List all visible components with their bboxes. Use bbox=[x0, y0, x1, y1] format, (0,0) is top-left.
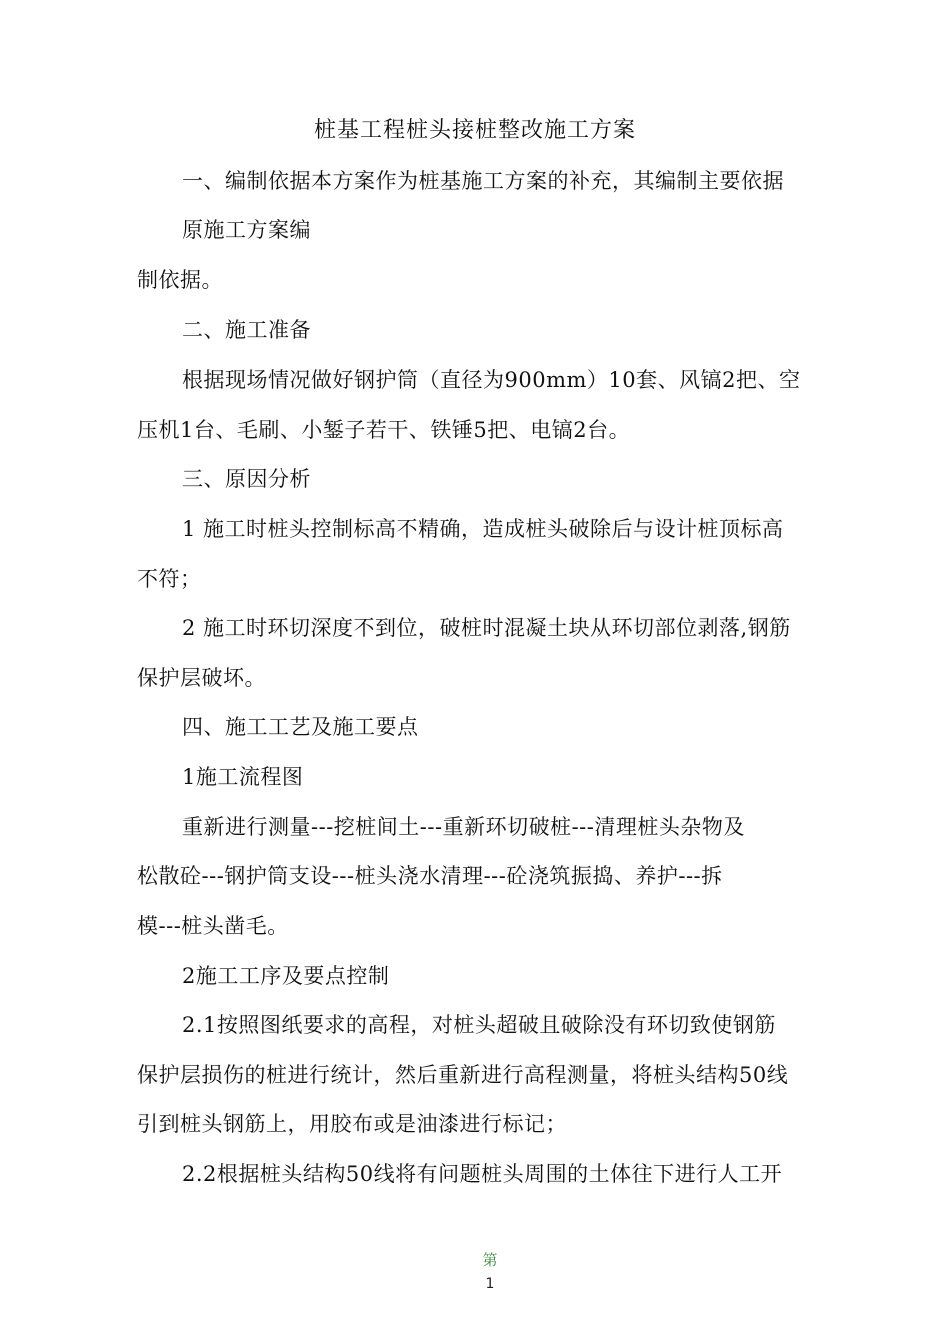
paragraph-line: 模---桩头凿毛。 bbox=[137, 914, 289, 938]
paragraph-line: 压机1台、毛刷、小錾子若干、铁锤5把、电镐2台。 bbox=[137, 418, 631, 442]
subsection-heading: 2施工工序及要点控制 bbox=[182, 964, 390, 988]
paragraph-line: 重新进行测量---挖桩间土---重新环切破桩---清理桩头杂物及 bbox=[182, 815, 745, 839]
section-1-heading: 一、编制依据本方案作为桩基施工方案的补充，其编制主要依据 bbox=[182, 169, 784, 193]
paragraph-line: 2.2根据桩头结构50线将有问题桩头周围的土体往下进行人工开 bbox=[182, 1162, 783, 1186]
paragraph-line: 保护层损伤的桩进行统计，然后重新进行高程测量，将桩头结构50线 bbox=[137, 1063, 789, 1087]
section-3-heading: 三、原因分析 bbox=[182, 467, 311, 491]
paragraph-line: 保护层破坏。 bbox=[137, 666, 266, 690]
document-title: 桩基工程桩头接桩整改施工方案 bbox=[313, 118, 636, 143]
paragraph-line: 松散砼---钢护筒支设---桩头浇水清理---砼浇筑振捣、养护---拆 bbox=[137, 864, 723, 888]
paragraph-line: 根据现场情况做好钢护筒（直径为900mm）10套、风镐2把、空 bbox=[182, 368, 801, 392]
section-2-heading: 二、施工准备 bbox=[182, 318, 311, 342]
paragraph-line: 不符； bbox=[137, 567, 202, 591]
paragraph-line: 制依据。 bbox=[137, 268, 223, 292]
page-footer-label: 第 bbox=[482, 1251, 498, 1269]
section-4-heading: 四、施工工艺及施工要点 bbox=[182, 715, 419, 739]
paragraph-line: 2 施工时环切深度不到位，破桩时混凝土块从环切部位剥落,钢筋 bbox=[182, 616, 791, 640]
paragraph-line: 原施工方案编 bbox=[182, 218, 311, 242]
page-number: 1 bbox=[485, 1276, 495, 1292]
paragraph-line: 2.1按照图纸要求的高程，对桩头超破且破除没有环切致使钢筋 bbox=[182, 1013, 776, 1037]
subsection-heading: 1施工流程图 bbox=[182, 765, 304, 789]
paragraph-line: 引到桩头钢筋上，用胶布或是油漆进行标记； bbox=[137, 1112, 567, 1136]
paragraph-line: 1 施工时桩头控制标高不精确，造成桩头破除后与设计桩顶标高 bbox=[182, 517, 784, 541]
